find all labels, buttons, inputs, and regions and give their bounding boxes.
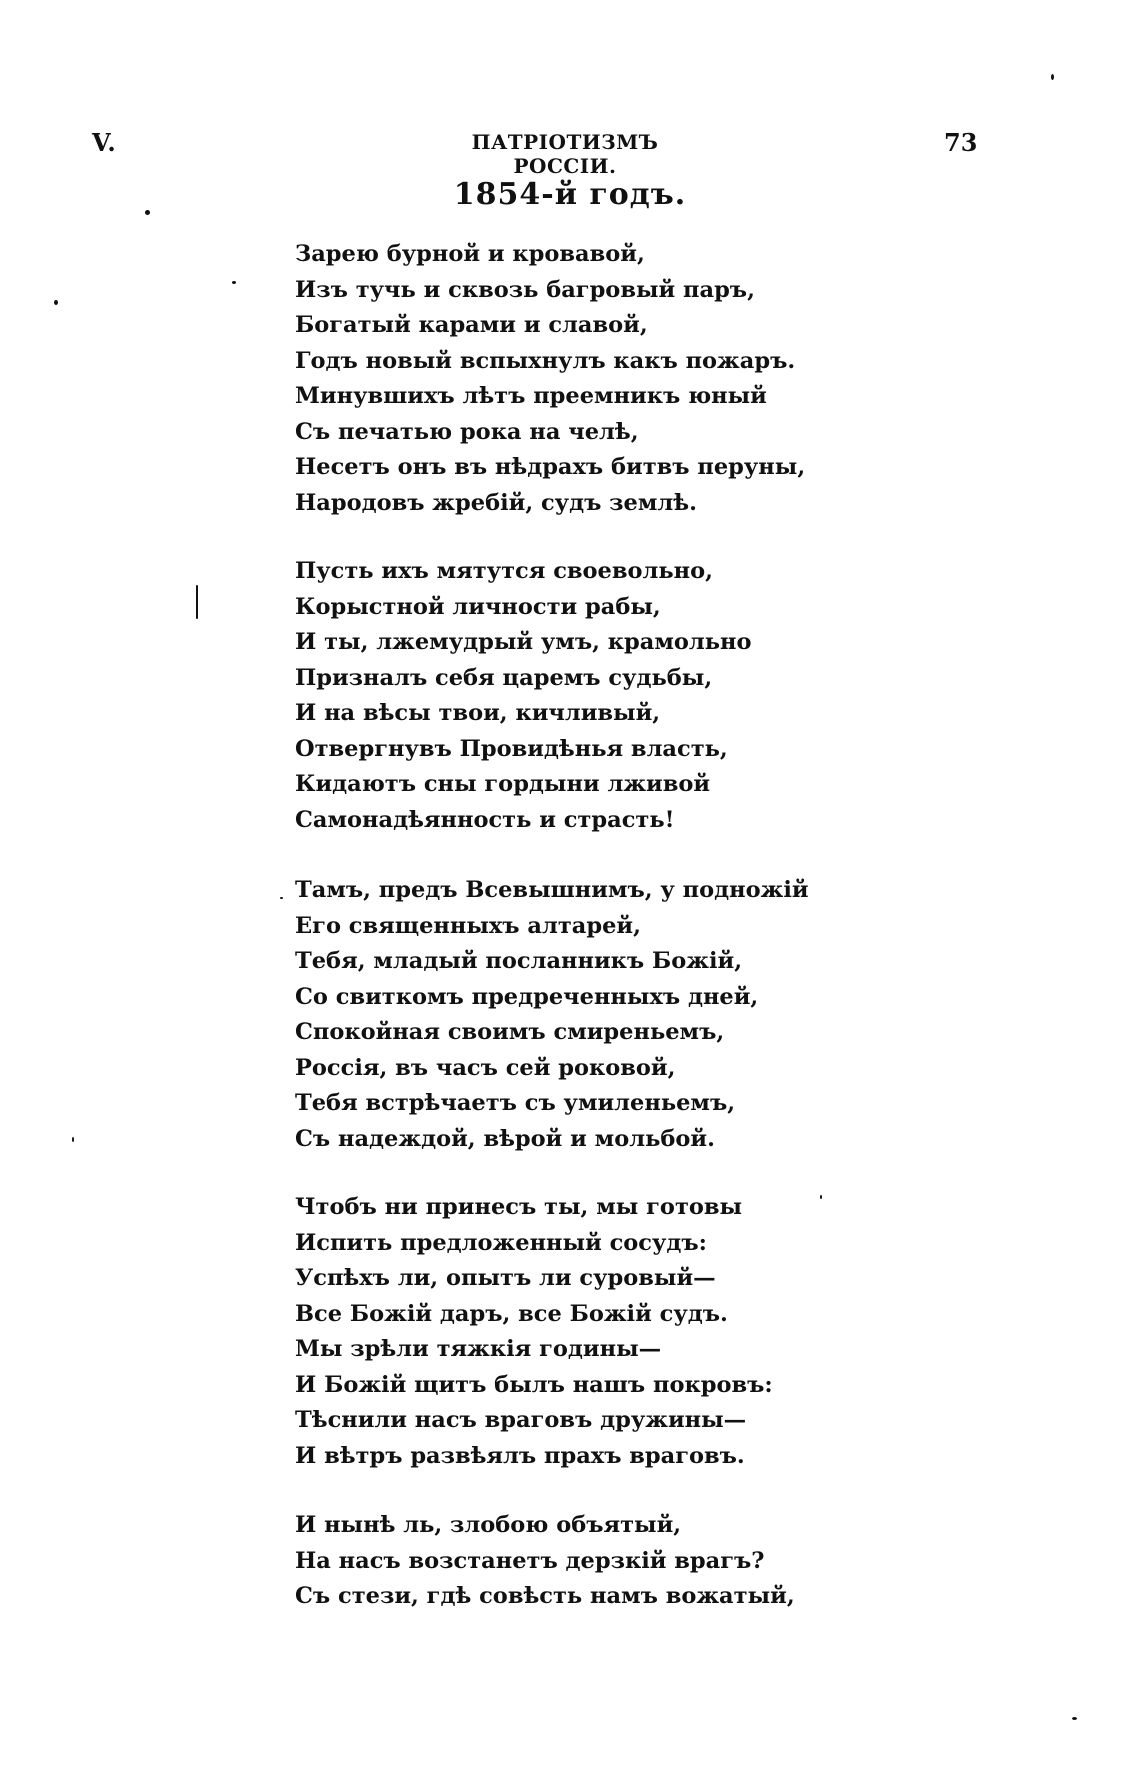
poem-line: Все Божій даръ, все Божій судъ. <box>295 1300 728 1327</box>
scan-speck <box>145 210 150 215</box>
stanza-5 <box>295 1508 815 1615</box>
poem-line: Отвергнувъ Провидѣнья власть, <box>295 735 728 762</box>
poem-line: Тебя встрѣчаетъ съ умиленьемъ, <box>295 1090 736 1116</box>
poem-line: И вѣтръ развѣялъ прахъ враговъ. <box>295 1442 745 1469</box>
poem-line: Съ печатью рока на челѣ, <box>295 418 639 445</box>
poem-line: Народовъ жребій, судъ землѣ. <box>295 489 697 516</box>
running-head <box>0 128 1140 178</box>
poem-line: Годъ новый вспыхнулъ какъ пожаръ. <box>295 347 796 374</box>
scan-speck <box>54 300 58 305</box>
poem-line: Тебя, младый посланникъ Божій, <box>295 948 743 974</box>
poem-line: Съ надеждой, вѣрой и мольбой. <box>295 1125 715 1152</box>
poem-line: Самонадѣянность и страсть! <box>295 806 675 833</box>
poem-line: Корыстной личности рабы, <box>295 593 661 620</box>
poem-line: И ты, лжемудрый умъ, крамольно <box>295 629 752 655</box>
poem-line: Богатый карами и славой, <box>295 312 648 338</box>
stanza-1 <box>295 237 815 521</box>
poem-line: Тамъ, предъ Всевышнимъ, у подножій <box>295 877 809 903</box>
poem-line: Испить предложенный сосудъ: <box>295 1229 707 1256</box>
poem-line: Пусть ихъ мятутся своевольно, <box>295 558 713 584</box>
scan-speck <box>280 897 283 899</box>
scan-speck <box>72 1137 74 1142</box>
poem-line: И Божій щитъ былъ нашъ покровъ: <box>295 1371 773 1398</box>
poem-line: И на вѣсы твои, кичливый, <box>295 700 661 726</box>
poem-line: Зарею бурной и кровавой, <box>295 241 645 267</box>
scan-stroke <box>196 585 198 619</box>
stanza-3 <box>295 873 815 1157</box>
poem-title: 1854-й годъ. <box>453 177 687 212</box>
poem-line: Чтобъ ни принесъ ты, мы готовы <box>295 1194 743 1220</box>
poem-line: Призналъ себя царемъ судьбы, <box>295 664 713 691</box>
poem-line: Успѣхъ ли, опытъ ли суровый— <box>295 1265 716 1291</box>
poem-line: Тѣснили насъ враговъ дружины— <box>295 1407 747 1433</box>
poem-line: Его священныхъ алтарей, <box>295 912 641 939</box>
poem-line: Минувшихъ лѣтъ преемникъ юный <box>295 383 767 409</box>
scan-speck <box>232 281 236 284</box>
poem-line: На насъ возстанетъ дерзкій врагъ? <box>295 1547 765 1574</box>
poem-line: Спокойная своимъ смиреньемъ, <box>295 1019 725 1045</box>
poem-line: Несетъ онъ въ нѣдрахъ битвъ перуны, <box>295 454 806 480</box>
poem-line: Кидаютъ сны гордыни лживой <box>295 771 711 797</box>
poem-line: Со свиткомъ предреченныхъ дней, <box>295 983 759 1010</box>
poem-line: Россія, въ часъ сей роковой, <box>295 1054 676 1081</box>
poem-line: Мы зрѣли тяжкія годины— <box>295 1336 662 1362</box>
scan-speck <box>1072 1717 1077 1720</box>
section-mark: V. <box>92 128 117 157</box>
stanza-2 <box>295 554 815 838</box>
running-title: ПАТРІОТИЗМЪ РОССІИ. <box>471 130 659 178</box>
stanza-4 <box>295 1190 815 1474</box>
poem-line: Съ стези, гдѣ совѣсть намъ вожатый, <box>295 1583 795 1609</box>
poem-line: Изъ тучь и сквозь багровый паръ, <box>295 276 755 303</box>
poem-line: И нынѣ ль, злобою объятый, <box>295 1512 682 1538</box>
scan-speck <box>820 1195 822 1199</box>
scan-speck <box>1051 74 1054 80</box>
page-number: 73 <box>944 128 978 157</box>
